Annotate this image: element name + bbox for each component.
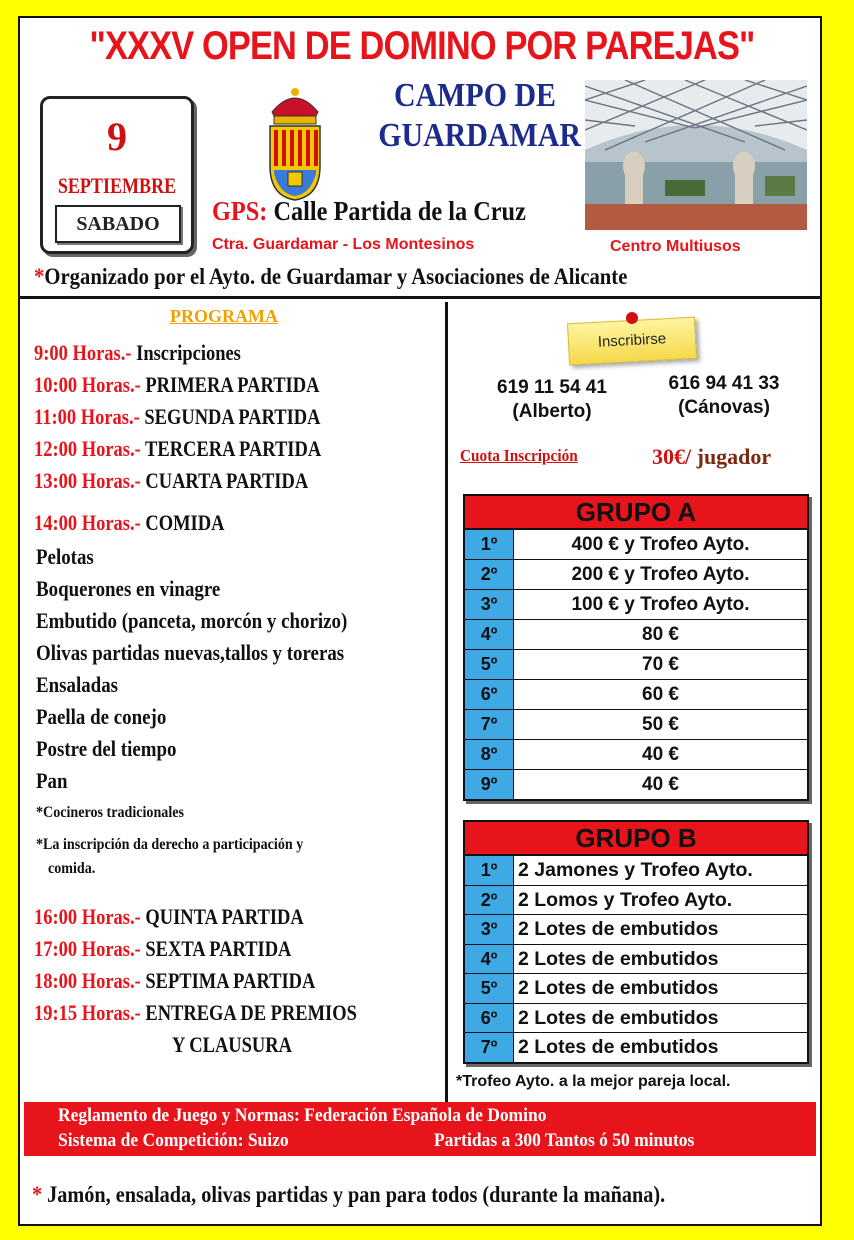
- schedule-event: SEPTIMA PARTIDA: [145, 968, 316, 993]
- menu-item: Pan: [36, 768, 68, 793]
- prize-cell: 2 Jamones y Trofeo Ayto.: [518, 859, 753, 881]
- prize-cell: 2 Lomos y Trofeo Ayto.: [518, 888, 733, 911]
- schedule-time: 11:00 Horas.-: [34, 404, 140, 429]
- prize-cell: 2 Lotes de embutidos: [518, 918, 719, 940]
- menu-item: Olivas partidas nuevas,tallos y toreras: [36, 640, 345, 665]
- prize-cell: 100 € y Trofeo Ayto.: [571, 594, 750, 615]
- gps-label: GPS:: [212, 196, 268, 226]
- rules-band: [24, 1102, 816, 1156]
- menu-item: Paella de conejo: [36, 704, 167, 729]
- venue-line-1: CAMPO DE: [393, 77, 557, 114]
- table-row: [465, 1004, 807, 1034]
- position-cell: 1º: [465, 856, 514, 885]
- organizer-body: Organizado por el Ayto. de Guardamar y Asociaciones de Alicante: [44, 264, 628, 289]
- schedule-time: 19:15 Horas.-: [34, 1000, 141, 1025]
- divider-vertical: [445, 302, 448, 1102]
- grupo-a-table: [463, 494, 809, 801]
- prize-cell: 2 Lotes de embutidos: [518, 1006, 719, 1029]
- schedule-row: [34, 1000, 357, 1026]
- position-cell: 1º: [465, 530, 514, 559]
- road-text: Ctra. Guardamar - Los Montesinos: [212, 236, 475, 253]
- schedule-time: 13:00 Horas.-: [34, 468, 141, 493]
- venue-photo: [585, 80, 807, 230]
- menu-item: Embutido (panceta, morcón y chorizo): [36, 608, 348, 633]
- date-weekday: SABADO: [55, 205, 181, 243]
- schedule-time: 16:00 Horas.-: [34, 904, 141, 929]
- schedule-event: ENTREGA DE PREMIOS: [145, 1000, 357, 1025]
- footer-note: [32, 1182, 665, 1208]
- cuota-label: Cuota Inscripción: [460, 446, 578, 465]
- note-cooks: *Cocineros tradicionales: [36, 804, 184, 821]
- position-cell: 8º: [465, 740, 514, 769]
- note-inscription-cont: comida.: [48, 860, 96, 877]
- rules-sistema: Sistema de Competición: Suizo: [58, 1130, 289, 1151]
- position-cell: 5º: [465, 650, 514, 679]
- footer-body: Jamón, ensalada, olivas partidas y pan para todos (durante la mañana).: [47, 1182, 666, 1207]
- menu-item: Ensaladas: [36, 672, 119, 697]
- table-row: [465, 1033, 807, 1062]
- schedule-event: TERCERA PARTIDA: [145, 436, 322, 461]
- table-row: [465, 680, 807, 710]
- contact-alberto: [472, 376, 632, 424]
- inscribirse-button[interactable]: Inscribirse: [567, 317, 697, 366]
- schedule-row: [34, 936, 291, 962]
- venue-name: [378, 76, 581, 156]
- schedule-time: 10:00 Horas.-: [34, 372, 141, 397]
- schedule-row: [34, 510, 224, 536]
- gps-value: Calle Partida de la Cruz: [273, 196, 526, 226]
- pin-icon: [626, 312, 638, 324]
- position-cell: 5º: [465, 974, 514, 1003]
- menu-item: Postre del tiempo: [36, 736, 177, 761]
- schedule-row: [34, 968, 315, 994]
- position-cell: 9º: [465, 770, 514, 799]
- date-day: 9: [107, 114, 127, 159]
- schedule-event: CUARTA PARTIDA: [145, 468, 309, 493]
- schedule-time: 17:00 Horas.-: [34, 936, 141, 961]
- cuota-unit: jugador: [696, 444, 772, 469]
- position-cell: 4º: [465, 945, 514, 974]
- grupo-b-table: [463, 820, 809, 1064]
- position-cell: 7º: [465, 1033, 514, 1062]
- schedule-row: [34, 904, 304, 930]
- rules-reglamento: Reglamento de Juego y Normas: Federación Española de Domino: [58, 1105, 547, 1126]
- prize-cell: 2 Lotes de embutidos: [518, 1036, 719, 1058]
- schedule-event: Y CLAUSURA: [172, 1032, 292, 1057]
- schedule-time: 18:00 Horas.-: [34, 968, 141, 993]
- cuota-price: [652, 444, 771, 470]
- table-row: [465, 590, 807, 620]
- schedule-row: [34, 372, 319, 398]
- position-cell: 6º: [465, 1004, 514, 1033]
- table-row: [465, 740, 807, 770]
- organizer-star: *: [34, 264, 45, 289]
- position-cell: 4º: [465, 620, 514, 649]
- table-row: [465, 620, 807, 650]
- schedule-event: SEGUNDA PARTIDA: [144, 404, 321, 429]
- prize-cell: 70 €: [642, 654, 679, 675]
- prize-cell: 40 €: [642, 744, 679, 765]
- schedule-event: COMIDA: [145, 510, 225, 535]
- prize-cell: 200 € y Trofeo Ayto.: [571, 564, 750, 585]
- rules-partidas: Partidas a 300 Tantos ó 50 minutos: [434, 1130, 695, 1151]
- table-row: [465, 945, 807, 975]
- menu-item: Pelotas: [36, 544, 94, 569]
- prize-cell: 2 Lotes de embutidos: [518, 977, 719, 999]
- poster: [18, 16, 822, 1226]
- table-row: [465, 856, 807, 886]
- organizer-text: [34, 264, 627, 290]
- prize-cell: 50 €: [642, 714, 679, 735]
- contact-phone: 619 11 54 41: [497, 377, 607, 398]
- contact-name: (Cánovas): [678, 397, 770, 418]
- date-month: SEPTIEMBRE: [57, 173, 177, 198]
- schedule-event: PRIMERA PARTIDA: [145, 372, 320, 397]
- position-cell: 3º: [465, 590, 514, 619]
- contact-canovas: [644, 372, 804, 420]
- grupo-a-title: GRUPO A: [465, 496, 807, 530]
- closing-event: [172, 1032, 292, 1058]
- prize-cell: 80 €: [642, 624, 679, 645]
- contact-phone: 616 94 41 33: [668, 373, 780, 394]
- position-cell: 2º: [465, 560, 514, 589]
- trofeo-note: *Trofeo Ayto. a la mejor pareja local.: [456, 1073, 731, 1090]
- schedule-time: 9:00 Horas.-: [34, 340, 132, 365]
- table-row: [465, 650, 807, 680]
- table-row: [465, 974, 807, 1004]
- schedule-row: [34, 404, 321, 430]
- contact-name: (Alberto): [512, 401, 592, 422]
- position-cell: 3º: [465, 915, 514, 944]
- position-cell: 6º: [465, 680, 514, 709]
- prize-cell: 2 Lotes de embutidos: [518, 947, 719, 970]
- schedule-row: [34, 436, 321, 462]
- footer-star: *: [32, 1182, 43, 1207]
- table-row: [465, 770, 807, 799]
- cuota-amount: 30€/: [652, 444, 692, 469]
- grupo-b-title: GRUPO B: [465, 822, 807, 856]
- schedule-event: Inscripciones: [136, 340, 241, 365]
- table-row: [465, 710, 807, 740]
- table-row: [465, 530, 807, 560]
- prize-cell: 60 €: [642, 684, 679, 705]
- schedule-row: [34, 340, 241, 366]
- prize-cell: 400 € y Trofeo Ayto.: [571, 534, 750, 555]
- divider-horizontal: [20, 296, 820, 299]
- gps-address: [212, 196, 526, 227]
- table-row: [465, 560, 807, 590]
- programa-heading: PROGRAMA: [170, 306, 278, 326]
- date-box: [40, 96, 194, 254]
- prize-cell: 40 €: [642, 774, 679, 795]
- position-cell: 2º: [465, 886, 514, 915]
- note-inscription: *La inscripción da derecho a participación y: [36, 836, 304, 853]
- centro-text: Centro Multiusos: [610, 238, 741, 255]
- venue-line-2: GUARDAMAR: [378, 117, 581, 154]
- table-row: [465, 886, 807, 916]
- schedule-event: SEXTA PARTIDA: [145, 936, 292, 961]
- schedule-row: [34, 468, 308, 494]
- schedule-time: 14:00 Horas.-: [34, 510, 141, 535]
- table-row: [465, 915, 807, 945]
- schedule-time: 12:00 Horas.-: [34, 436, 141, 461]
- page-title: "XXXV OPEN DE DOMINO POR PAREJAS": [89, 24, 755, 68]
- schedule-event: QUINTA PARTIDA: [145, 904, 304, 929]
- menu-item: Boquerones en vinagre: [36, 576, 221, 601]
- coat-of-arms-icon: [260, 84, 330, 204]
- position-cell: 7º: [465, 710, 514, 739]
